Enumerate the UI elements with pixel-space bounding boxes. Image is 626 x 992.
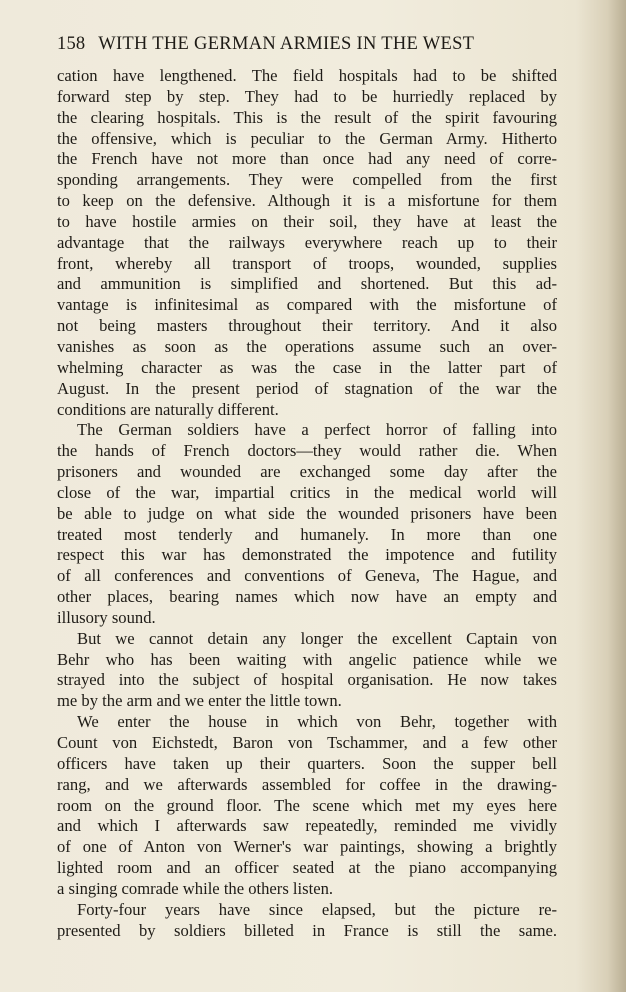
text-line: to keep on the defensive. Although it is a misfortune for them: [57, 191, 557, 211]
text-line: lighted room and an officer seated at the piano accompanying: [57, 858, 557, 878]
text-line: advantage that the railways everywhere reach up to their: [57, 232, 557, 252]
text-line: Behr who has been waiting with angelic patience while we: [57, 649, 557, 669]
text-line: of one of Anton von Werner's war paintings, showing a brightly: [57, 837, 557, 857]
body-text: [57, 66, 557, 941]
text-line: front, whereby all transport of troops, wounded, supplies: [57, 253, 557, 273]
text-line: forward step by step. They had to be hurriedly replaced by: [57, 86, 557, 106]
text-line: whelming character as was the case in the latter part of: [57, 357, 557, 377]
text-line: and ammunition is simplified and shortened. But this ad-: [57, 274, 557, 294]
text-line: not being masters throughout their territory. And it also: [57, 316, 557, 336]
paragraph: [57, 420, 557, 628]
text-line: the offensive, which is peculiar to the German Army. Hitherto: [57, 128, 557, 148]
paragraph: [57, 712, 557, 900]
text-line: be able to judge on what side the wounded prisoners have been: [57, 503, 557, 523]
text-line: me by the arm and we enter the little town.: [57, 691, 342, 711]
paragraph: [57, 629, 557, 712]
text-line: officers have taken up their quarters. Soon the supper bell: [57, 753, 557, 773]
text-line: and which I afterwards saw repeatedly, reminded me vividly: [57, 816, 557, 836]
text-line: But we cannot detain any longer the excellent Captain von: [77, 628, 557, 648]
page-number: 158: [57, 34, 86, 54]
text-line: conditions are naturally different.: [57, 399, 279, 419]
text-line: a singing comrade while the others listen.: [57, 878, 334, 898]
text-line: Count von Eichstedt, Baron von Tschammer, and a few other: [57, 733, 557, 752]
paragraph: [57, 900, 557, 942]
text-line: vantage is infinitesimal as compared with the misfortune of: [57, 295, 557, 315]
text-line: of all conferences and conventions of Geneva, The Hague, and: [57, 566, 557, 586]
text-line: The German soldiers have a perfect horror of falling into: [77, 420, 557, 440]
text-line: treated most tenderly and humanely. In more than one: [57, 524, 557, 544]
text-line: prisoners and wounded are exchanged some day after the: [57, 462, 557, 482]
text-line: the clearing hospitals. This is the result of the spirit favouring: [57, 107, 557, 127]
running-title: WITH THE GERMAN ARMIES IN THE WEST: [98, 34, 475, 54]
text-line: respect this war has demonstrated the impotence and futility: [57, 545, 557, 565]
text-line: the French have not more than once had any need of corre-: [57, 149, 557, 169]
paragraph: [57, 66, 557, 420]
text-line: illusory sound.: [57, 607, 156, 627]
text-line: rang, and we afterwards assembled for coffee in the drawing-: [57, 774, 557, 794]
text-line: cation have lengthened. The field hospitals had to be shifted: [57, 66, 557, 85]
text-line: August. In the present period of stagnation of the war the: [57, 378, 557, 398]
text-line: close of the war, impartial critics in the medical world will: [57, 482, 557, 502]
text-line: other places, bearing names which now have an empty and: [57, 587, 557, 607]
text-line: the hands of French doctors—they would rather die. When: [57, 441, 557, 461]
page-header: [57, 34, 557, 55]
text-line: strayed into the subject of hospital organisation. He now takes: [57, 670, 557, 690]
text-line: Forty-four years have since elapsed, but the picture re-: [77, 899, 557, 919]
text-line: room on the ground floor. The scene which met my eyes here: [57, 795, 557, 815]
text-line: sponding arrangements. They were compelled from the first: [57, 170, 557, 190]
text-line: vanishes as soon as the operations assume such an over-: [57, 336, 557, 356]
text-line: We enter the house in which von Behr, together with: [77, 712, 557, 732]
text-line: presented by soldiers billeted in France is still the same.: [57, 920, 557, 940]
text-line: to have hostile armies on their soil, they have at least the: [57, 211, 557, 231]
